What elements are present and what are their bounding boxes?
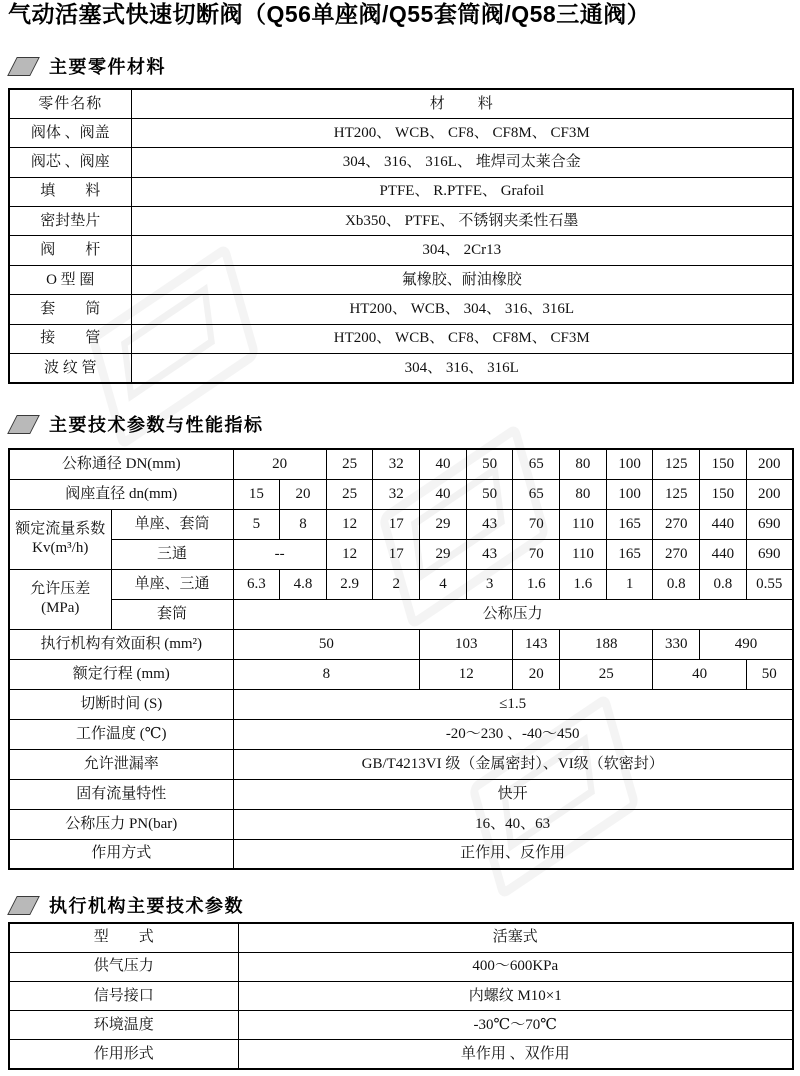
value-cell: 50 xyxy=(233,629,420,659)
value-cell: 400～600KPa xyxy=(238,952,793,981)
row-label-cell: 填 料 xyxy=(9,177,131,206)
table-row xyxy=(9,539,793,569)
table-row xyxy=(9,148,793,177)
row-label-cell: 型 式 xyxy=(9,923,238,952)
value-cell: 125 xyxy=(653,479,700,509)
value-cell: 3 xyxy=(466,569,513,599)
value-cell: 304、 2Cr13 xyxy=(131,236,793,265)
value-cell: 2 xyxy=(373,569,420,599)
value-cell: 正作用、反作用 xyxy=(233,839,793,869)
value-cell: 490 xyxy=(700,629,793,659)
row-label-cell: 额定流量系数Kv(m³/h) xyxy=(9,509,111,569)
value-cell: 25 xyxy=(560,659,653,689)
value-cell: 25 xyxy=(326,449,373,479)
row-label-cell: 公称压力 PN(bar) xyxy=(9,809,233,839)
parallelogram-icon xyxy=(7,415,40,434)
table-row xyxy=(9,236,793,265)
value-cell: 快开 xyxy=(233,779,793,809)
table-row xyxy=(9,177,793,206)
row-label-cell: 额定行程 (mm) xyxy=(9,659,233,689)
row-label-cell: 执行机构有效面积 (mm²) xyxy=(9,629,233,659)
table-row xyxy=(9,749,793,779)
value-cell: 440 xyxy=(700,539,747,569)
value-cell: 330 xyxy=(653,629,700,659)
value-cell: 304、 316、 316L xyxy=(131,354,793,383)
table-row xyxy=(9,509,793,539)
value-cell: -- xyxy=(233,539,326,569)
value-cell: 43 xyxy=(466,509,513,539)
value-cell: 270 xyxy=(653,509,700,539)
value-cell: 套筒 xyxy=(111,599,233,629)
row-label-cell: 公称通径 DN(mm) xyxy=(9,449,233,479)
row-label-cell: 切断时间 (S) xyxy=(9,689,233,719)
value-cell: 17 xyxy=(373,539,420,569)
table-row xyxy=(9,207,793,236)
row-label-cell: 接 管 xyxy=(9,324,131,353)
table-row xyxy=(9,599,793,629)
row-label-cell: 供气压力 xyxy=(9,952,238,981)
value-cell: 50 xyxy=(466,479,513,509)
section-header-actuator xyxy=(8,892,244,918)
value-cell: 40 xyxy=(420,479,467,509)
value-cell: 单座、套筒 xyxy=(111,509,233,539)
row-label-cell: 工作温度 (℃) xyxy=(9,719,233,749)
value-cell: 80 xyxy=(560,449,607,479)
value-cell: 80 xyxy=(560,479,607,509)
row-label-cell: 允许泄漏率 xyxy=(9,749,233,779)
value-cell: 4 xyxy=(420,569,467,599)
value-cell: 32 xyxy=(373,449,420,479)
row-label-cell: 密封垫片 xyxy=(9,207,131,236)
value-cell: 188 xyxy=(560,629,653,659)
value-cell: 103 xyxy=(420,629,513,659)
row-label-cell: 阀 杆 xyxy=(9,236,131,265)
value-cell: 1.6 xyxy=(513,569,560,599)
value-cell: 50 xyxy=(466,449,513,479)
value-cell: 氟橡胶、耐油橡胶 xyxy=(131,265,793,294)
value-cell: 29 xyxy=(420,539,467,569)
value-cell: 公称压力 xyxy=(233,599,793,629)
value-cell: 100 xyxy=(606,449,653,479)
value-cell: 内螺纹 M10×1 xyxy=(238,981,793,1010)
row-label-cell: 信号接口 xyxy=(9,981,238,1010)
table-row xyxy=(9,324,793,353)
table-row xyxy=(9,569,793,599)
value-cell: 440 xyxy=(700,509,747,539)
value-cell: 165 xyxy=(606,539,653,569)
value-cell: 200 xyxy=(746,449,793,479)
value-cell: 15 xyxy=(233,479,280,509)
value-cell: 40 xyxy=(420,449,467,479)
value-cell: 143 xyxy=(513,629,560,659)
row-label-cell: 阀体 、阀盖 xyxy=(9,118,131,147)
value-cell: HT200、 WCB、 304、 316、316L xyxy=(131,295,793,324)
value-cell: 29 xyxy=(420,509,467,539)
row-label-cell: 波 纹 管 xyxy=(9,354,131,383)
value-cell: 0.8 xyxy=(700,569,747,599)
value-cell: 270 xyxy=(653,539,700,569)
table-row xyxy=(9,118,793,147)
table-row xyxy=(9,809,793,839)
value-cell: 25 xyxy=(326,479,373,509)
parallelogram-icon xyxy=(7,896,40,915)
row-label-cell: 作用形式 xyxy=(9,1040,238,1069)
value-cell: 8 xyxy=(233,659,420,689)
value-cell: 20 xyxy=(280,479,327,509)
section-title: 主要零件材料 xyxy=(49,57,166,77)
value-cell: 70 xyxy=(513,509,560,539)
value-cell: 32 xyxy=(373,479,420,509)
table-row xyxy=(9,629,793,659)
value-cell: 2.9 xyxy=(326,569,373,599)
value-cell: 单作用 、双作用 xyxy=(238,1040,793,1069)
row-label-cell: 材 料 xyxy=(131,89,793,118)
table-row xyxy=(9,659,793,689)
table-row xyxy=(9,1011,793,1040)
row-label-cell: 固有流量特性 xyxy=(9,779,233,809)
value-cell: 100 xyxy=(606,479,653,509)
actuator-table xyxy=(8,922,794,1070)
table-row xyxy=(9,689,793,719)
value-cell: 12 xyxy=(326,539,373,569)
value-cell: 65 xyxy=(513,449,560,479)
row-label-cell: O 型 圈 xyxy=(9,265,131,294)
section-header-tech-params xyxy=(8,411,264,437)
row-label-cell: 阀座直径 dn(mm) xyxy=(9,479,233,509)
table-row xyxy=(9,952,793,981)
value-cell: 690 xyxy=(746,509,793,539)
section-header-materials xyxy=(8,53,166,79)
value-cell: 43 xyxy=(466,539,513,569)
value-cell: 三通 xyxy=(111,539,233,569)
value-cell: 110 xyxy=(560,539,607,569)
table-row xyxy=(9,354,793,383)
value-cell: 活塞式 xyxy=(238,923,793,952)
table-row xyxy=(9,1040,793,1069)
value-cell: 1 xyxy=(606,569,653,599)
value-cell: 17 xyxy=(373,509,420,539)
row-label-cell: 阀芯 、阀座 xyxy=(9,148,131,177)
value-cell: 5 xyxy=(233,509,280,539)
table-row xyxy=(9,981,793,1010)
value-cell: 70 xyxy=(513,539,560,569)
value-cell: -30℃～70℃ xyxy=(238,1011,793,1040)
table-row xyxy=(9,923,793,952)
value-cell: 125 xyxy=(653,449,700,479)
value-cell: 690 xyxy=(746,539,793,569)
value-cell: -20～230 、-40～450 xyxy=(233,719,793,749)
value-cell: PTFE、 R.PTFE、 Grafoil xyxy=(131,177,793,206)
value-cell: 50 xyxy=(746,659,793,689)
value-cell: 8 xyxy=(280,509,327,539)
value-cell: Xb350、 PTFE、 不锈钢夹柔性石墨 xyxy=(131,207,793,236)
value-cell: 0.55 xyxy=(746,569,793,599)
value-cell: 65 xyxy=(513,479,560,509)
value-cell: 0.8 xyxy=(653,569,700,599)
value-cell: 16、40、63 xyxy=(233,809,793,839)
value-cell: ≤1.5 xyxy=(233,689,793,719)
table-row xyxy=(9,479,793,509)
table-row xyxy=(9,839,793,869)
row-label-cell: 套 筒 xyxy=(9,295,131,324)
row-label-cell: 作用方式 xyxy=(9,839,233,869)
parallelogram-icon xyxy=(7,57,40,76)
table-row xyxy=(9,449,793,479)
tech-params-table xyxy=(8,448,794,870)
row-label-cell: 允许压差 (MPa) xyxy=(9,569,111,629)
value-cell: 110 xyxy=(560,509,607,539)
section-title: 执行机构主要技术参数 xyxy=(49,896,244,916)
value-cell: 12 xyxy=(420,659,513,689)
table-row xyxy=(9,719,793,749)
table-row xyxy=(9,779,793,809)
value-cell: 150 xyxy=(700,479,747,509)
value-cell: 4.8 xyxy=(280,569,327,599)
value-cell: HT200、 WCB、 CF8、 CF8M、 CF3M xyxy=(131,118,793,147)
value-cell: 12 xyxy=(326,509,373,539)
value-cell: 6.3 xyxy=(233,569,280,599)
table-row xyxy=(9,265,793,294)
value-cell: 20 xyxy=(513,659,560,689)
value-cell: 20 xyxy=(233,449,326,479)
value-cell: 40 xyxy=(653,659,746,689)
row-label-cell: 零件名称 xyxy=(9,89,131,118)
value-cell: 单座、三通 xyxy=(111,569,233,599)
materials-table xyxy=(8,88,794,384)
value-cell: 200 xyxy=(746,479,793,509)
value-cell: GB/T4213VI 级（金属密封）、VI级（软密封） xyxy=(233,749,793,779)
row-label-cell: 环境温度 xyxy=(9,1011,238,1040)
value-cell: 304、 316、 316L、 堆焊司太莱合金 xyxy=(131,148,793,177)
value-cell: 165 xyxy=(606,509,653,539)
section-title: 主要技术参数与性能指标 xyxy=(49,415,264,435)
table-row xyxy=(9,295,793,324)
table-row xyxy=(9,89,793,118)
value-cell: 1.6 xyxy=(560,569,607,599)
value-cell: 150 xyxy=(700,449,747,479)
value-cell: HT200、 WCB、 CF8、 CF8M、 CF3M xyxy=(131,324,793,353)
page-title: 气动活塞式快速切断阀（Q56单座阀/Q55套筒阀/Q58三通阀） xyxy=(8,1,651,27)
